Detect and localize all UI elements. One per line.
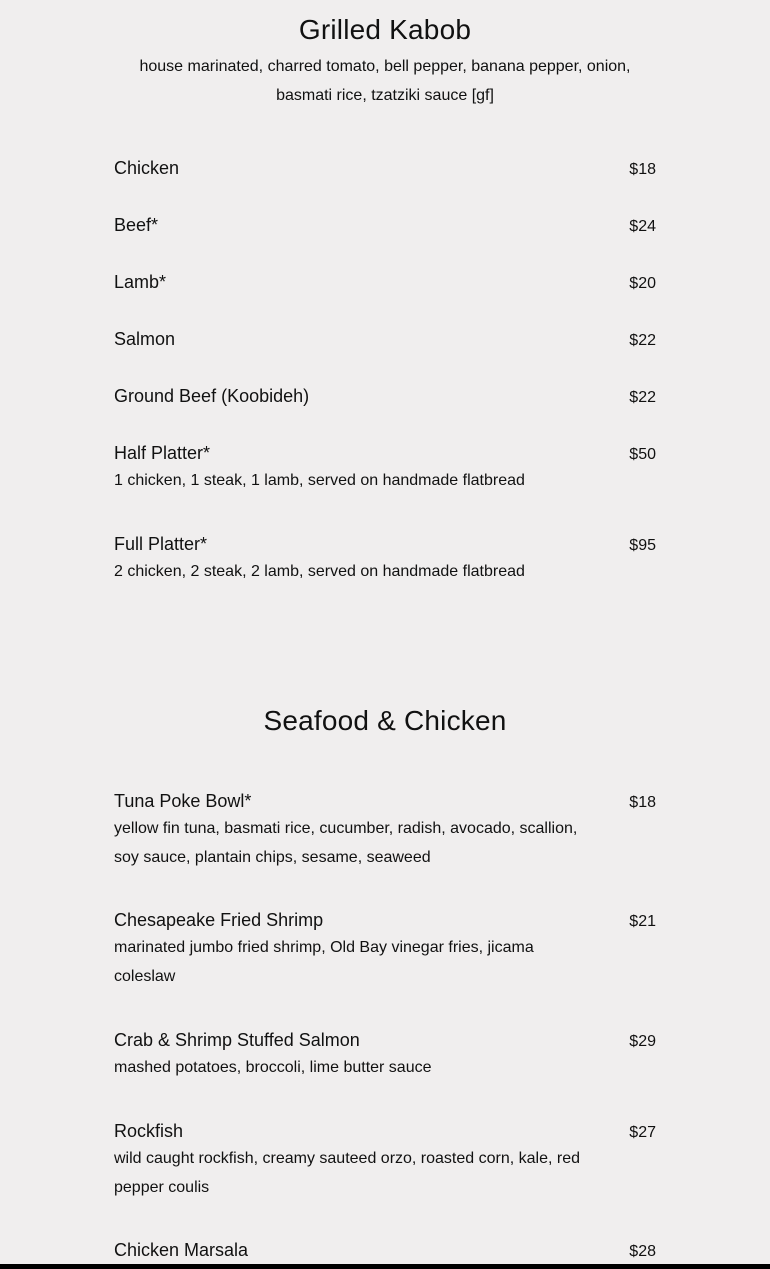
item-description [114,1053,614,1082]
item-description [114,814,614,872]
item-price: $18 [629,794,656,811]
item-price: $50 [629,446,656,463]
kabob-desc-line-2: basmati rice, tzatziki sauce [gf] [276,87,494,104]
item-price: $28 [629,1243,656,1260]
item-desc-line-1: yellow fin tuna, basmati rice, cucumber, radish, avocado, scallion, [114,820,578,837]
menu-item-chicken-marsala [114,1240,656,1261]
item-name: Lamb* [114,272,167,292]
item-name: Chicken Marsala [114,1240,249,1260]
item-desc-line-1: marinated jumbo fried shrimp, Old Bay vinegar fries, jicama [114,939,534,956]
menu-item-rockfish [114,1121,656,1202]
menu-item-tuna-poke-bowl [114,791,656,872]
kabob-section-header [0,14,770,110]
kabob-section-description [105,52,665,110]
item-price: $24 [629,218,656,235]
item-desc-line-2: coleslaw [114,968,176,985]
item-description: 1 chicken, 1 steak, 1 lamb, served on handmade flatbread [114,472,525,489]
item-name: Beef* [114,215,159,235]
item-price: $29 [629,1033,656,1050]
item-price: $95 [629,537,656,554]
seafood-section-title: Seafood & Chicken [263,705,507,736]
item-description [114,1144,614,1202]
item-desc-line-2: soy sauce, plantain chips, sesame, seaweed [114,849,431,866]
item-price: $21 [629,913,656,930]
menu-item-chicken [114,158,656,179]
item-price: $27 [629,1124,656,1141]
item-description [114,933,614,991]
menu-item-crab-shrimp-stuffed-salmon [114,1030,656,1082]
item-name: Full Platter* [114,534,208,554]
menu-item-chesapeake-fried-shrimp [114,910,656,991]
menu-item-full-platter [114,534,656,586]
item-description: 2 chicken, 2 steak, 2 lamb, served on handmade flatbread [114,563,525,580]
item-price: $22 [629,389,656,406]
bottom-edge-bar [0,1264,770,1269]
item-name: Half Platter* [114,443,211,463]
item-name: Crab & Shrimp Stuffed Salmon [114,1030,360,1050]
item-desc-line-1: mashed potatoes, broccoli, lime butter sauce [114,1059,432,1076]
item-price: $22 [629,332,656,349]
menu-item-salmon [114,329,656,350]
menu-item-half-platter [114,443,656,495]
item-name: Salmon [114,329,176,349]
menu-item-beef [114,215,656,236]
item-desc-line-1: wild caught rockfish, creamy sauteed orzo, roasted corn, kale, red [114,1150,580,1167]
kabob-desc-line-1: house marinated, charred tomato, bell pepper, banana pepper, onion, [139,58,631,75]
menu-item-lamb [114,272,656,293]
item-name: Tuna Poke Bowl* [114,791,252,811]
menu-item-ground-beef [114,386,656,407]
seafood-section-header [0,705,770,737]
item-desc-line-2: pepper coulis [114,1179,210,1196]
kabob-section-title: Grilled Kabob [298,14,472,45]
item-price: $20 [629,275,656,292]
item-name: Ground Beef (Koobideh) [114,386,310,406]
item-name: Rockfish [114,1121,184,1141]
item-name: Chesapeake Fried Shrimp [114,910,324,930]
item-price: $18 [629,161,656,178]
item-name: Chicken [114,158,180,178]
